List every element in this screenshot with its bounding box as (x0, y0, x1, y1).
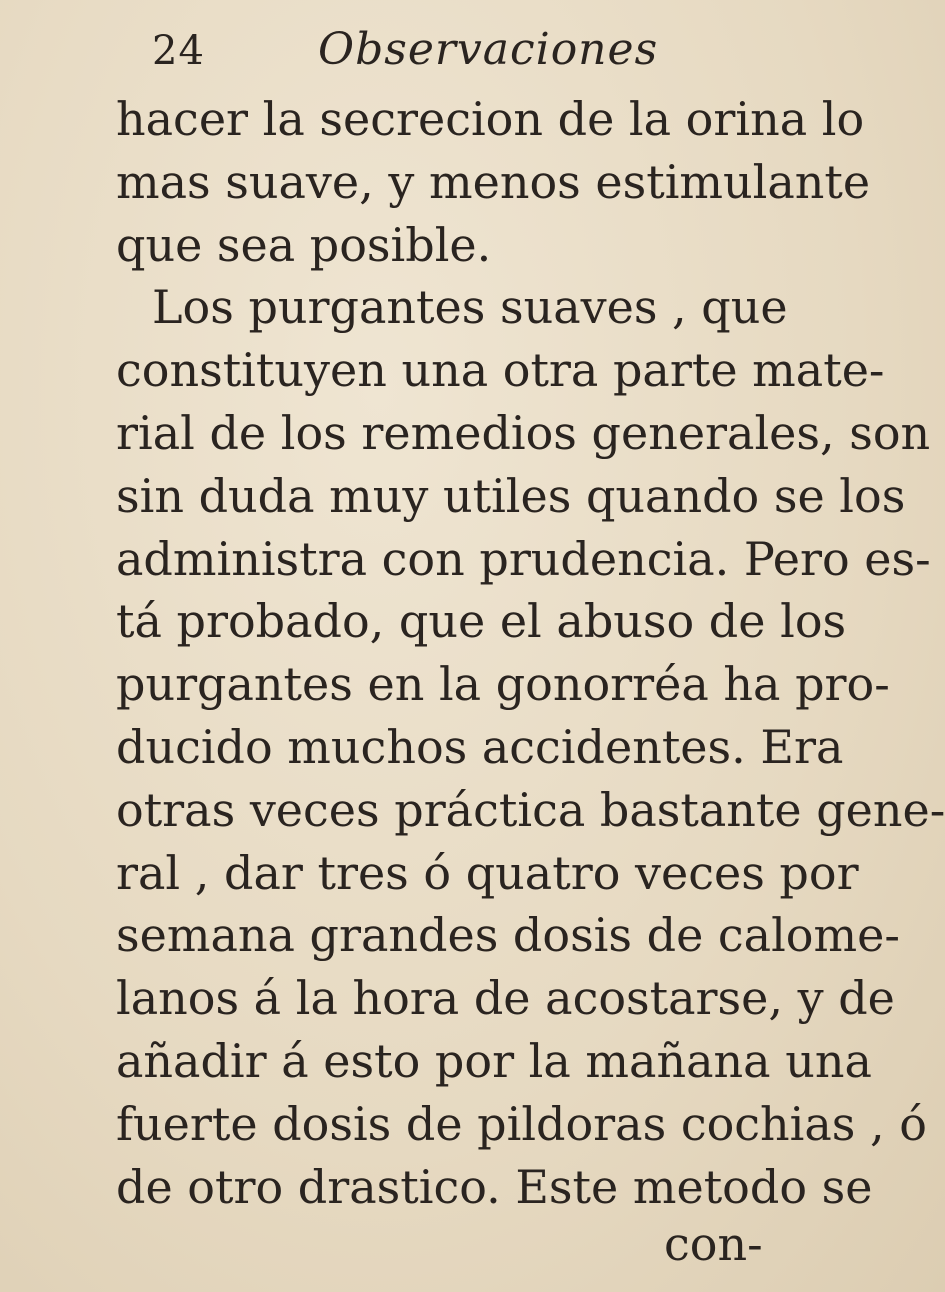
text-line: administra con prudencia. Pero es- (116, 531, 931, 586)
page-number: 24 (152, 28, 205, 74)
text-line: de otro drastico. Este metodo se (116, 1159, 873, 1214)
text-line: lanos á la hora de acostarse, y de (116, 971, 895, 1026)
text-line: que sea posible. (116, 217, 492, 272)
text-line: otras veces práctica bastante gene- (116, 782, 945, 837)
text-line: fuerte dosis de pildoras cochias , ó (116, 1096, 927, 1151)
text-line: constituyen una otra parte mate- (116, 343, 885, 398)
text-line: ral , dar tres ó quatro veces por (116, 845, 859, 900)
text-line: rial de los remedios generales, son (116, 405, 931, 460)
text-line: hacer la secrecion de la orina lo (116, 92, 865, 146)
text-line: Los purgantes suaves , que (152, 280, 788, 335)
text-line: tá probado, que el abuso de los (116, 594, 847, 649)
text-line: sin duda muy utiles quando se los (116, 468, 906, 523)
text-line: mas suave, y menos estimulante (116, 154, 871, 209)
body-text (116, 88, 945, 1218)
text-line: purgantes en la gonorréa ha pro- (116, 657, 890, 712)
text-line: ducido muchos accidentes. Era (116, 719, 844, 774)
page-header (0, 14, 800, 84)
text-line: semana grandes dosis de calome- (116, 908, 900, 963)
running-head: Observaciones (318, 24, 659, 75)
catchword: con- (664, 1217, 763, 1271)
text-line: añadir á esto por la mañana una (116, 1033, 872, 1088)
